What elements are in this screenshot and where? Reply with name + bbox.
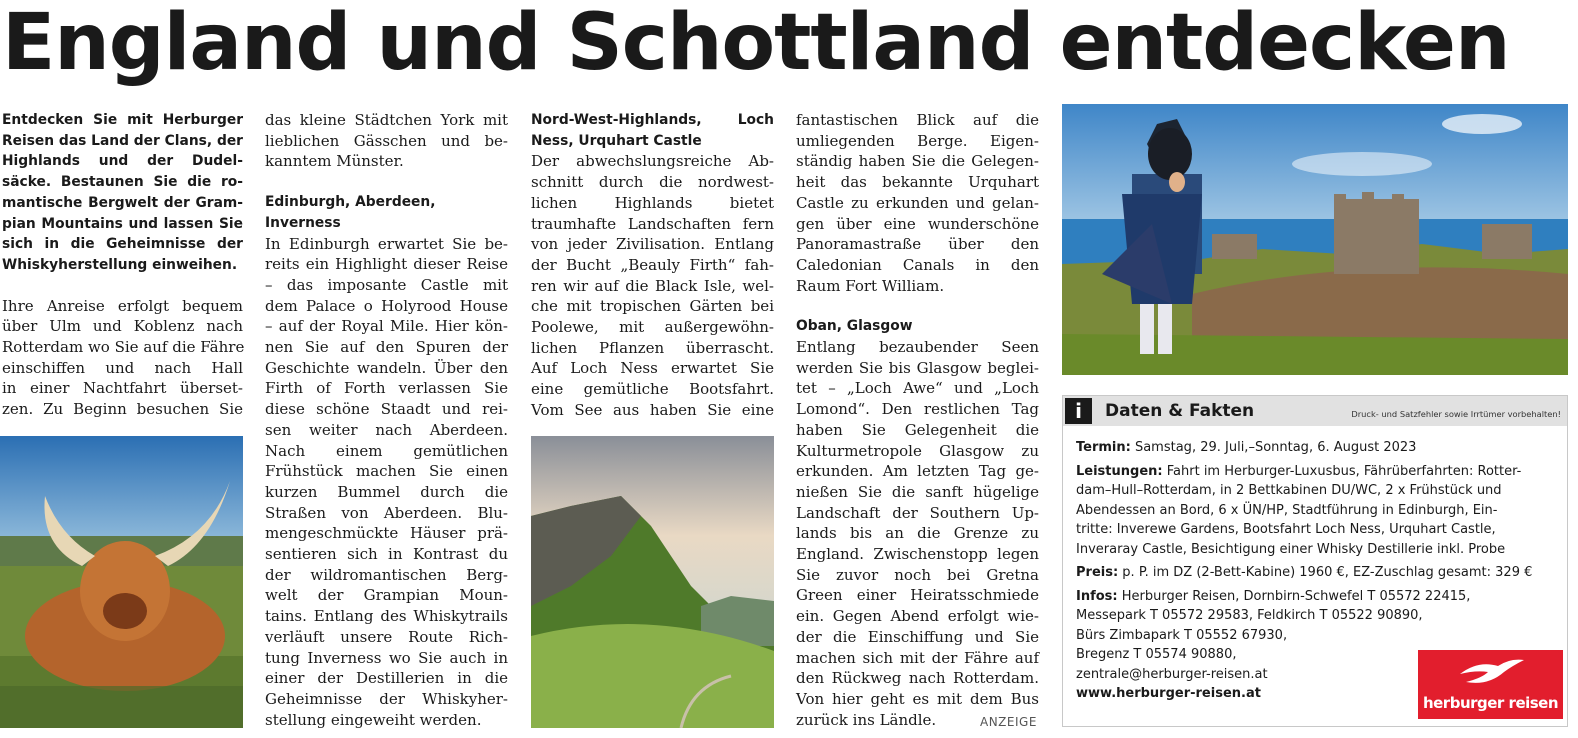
highlands-mountain-photo bbox=[531, 436, 774, 728]
intro-paragraph: das kleine Städtchen York mit lieblichen Gässchen und be- kanntem Münster. bbox=[265, 111, 508, 171]
logo-text: herburger reisen bbox=[1422, 694, 1559, 712]
website-link[interactable]: www.herburger-reisen.at bbox=[1076, 686, 1261, 701]
herburger-reisen-logo bbox=[1418, 650, 1563, 719]
body-paragraph: Entlang bezaubender Seen werden Sie bis Glasgow beglei- tet – „Loch Awe“ und „Loch Lomond“. Den restlichen Tag haben Sie Gelegenheit die Kulturmetropole Glasgow zu erkunden. Am letzten Tag ge- nießen Sie die sanft hügelige Landschaft der Southern Up- lands bis an die Grenze zu England. Zwischenstopp legen Sie zuvor noch bei Gretna Green einer Heiratsschmiede ein. Gegen Abend erfolgt wie- der die Einschiffung und Sie machen sich mit der Fähre auf den Rückweg nach Rotterdam. Von hier geht es mit dem Bus zurück ins Ländle. bbox=[796, 338, 1039, 729]
infos: Infos: Herburger Reisen, Dornbirn-Schwefel T 05572 22415, Messepark T 05572 29583, Feldkirch T 05522 90890, Bürs Zimbapark T 05552 67930, Bregenz T 05574 90880, zentrale@herburger-reisen.at www.herburger-reisen.at bbox=[1076, 587, 1558, 704]
subhead-highlands: Nord-West-Highlands, Loch Ness, Urquhart Castle bbox=[531, 112, 774, 149]
bagpiper-castle-photo bbox=[1062, 104, 1568, 375]
highland-cow-photo bbox=[0, 436, 243, 728]
leistungen: Leistungen: Fahrt im Herburger-Luxusbus, Fährüberfahrten: Rotter- dam–Hull–Rotterdam, in 2 Bettkabinen DU/WC, 2 x Frühstück und Abendessen an Bord, 6 x ÜN/HP, Stadtführung in Edinburgh, Ein- tritte: Inverewe Gardens, Bootsfahrt Loch Ness, Urquhart Castle, Inveraray Castle, Besichtigung einer Whisky Destillerie inkl. Probe bbox=[1076, 463, 1522, 557]
subhead-oban-glasgow: Oban, Glasgow bbox=[796, 318, 913, 335]
preis: Preis: p. P. im DZ (2-Bett-Kabine) 1960 €, EZ-Zuschlag gesamt: 329 € bbox=[1076, 565, 1533, 580]
disclaimer-note: Druck- und Satzfehler sowie Irrtümer vorbehalten! bbox=[1351, 409, 1561, 419]
info-title: Daten & Fakten bbox=[1105, 401, 1255, 421]
headline: England und Schottland entdecken bbox=[2, 0, 1510, 88]
info-icon: i bbox=[1065, 398, 1092, 424]
email-link[interactable]: zentrale@herburger-reisen.at bbox=[1076, 666, 1268, 682]
termin: Termin: Samstag, 29. Juli,–Sonntag, 6. August 2023 bbox=[1076, 440, 1417, 455]
body-paragraph: Der abwechslungsreiche Ab- schnitt durch die nordwest- lichen Highlands bietet traumhafte Landschaften fern von jeder Zivilisation. Entlang der Bucht „Beauly Firth“ fah- ren wir auf die Black Isle, wel- che mit tropischen Gärten bei Poolewe, mit außergewöhn- lichen Pflanzen überrascht. Auf Loch Ness erwartet Sie eine gemütliche Bootsfahrt. Vom See aus haben Sie eine bbox=[531, 152, 774, 419]
subhead-edinburgh: Edinburgh, Aberdeen, Inverness bbox=[265, 194, 436, 231]
lead-paragraph: Entdecken Sie mit Herburger Reisen das Land der Clans, der Highlands und der Dudel- säcke. Bestaunen Sie die ro- mantische Bergwelt der Gram- pian Mountains und lassen Sie sich in die Geheimnisse der Whiskyherstellung einweihen. bbox=[2, 112, 243, 273]
intro-paragraph: fantastischen Blick auf die umliegenden Berge. Eigen- ständig haben Sie die Gelegen- heit das bekannte Urquhart Castle zu erkunden und gelan- gen über eine wunderschöne Panoramastraße über den Caledonian Canals in den Raum Fort William. bbox=[796, 111, 1039, 295]
info-header bbox=[1063, 396, 1567, 426]
column-3 bbox=[531, 110, 774, 421]
body-paragraph: Ihre Anreise erfolgt bequem über Ulm und Koblenz nach Rotterdam wo Sie auf die Fähre einschiffen und nach Hall in einer Nachtfahrt überset- zen. Zu Beginn besuchen Sie bbox=[2, 296, 245, 419]
body-paragraph: In Edinburgh erwartet Sie be- reits ein Highlight dieser Reise – das imposante Castle mit dem Palace o Holyrood House – auf der Royal Mile. Hier kön- nen Sie auf den Spuren der Geschichte wandeln. Über den Firth of Forth verlassen Sie diese schöne Staadt und rei- sen weiter nach Aberdeen. Nach einem gemütlichen Frühstück machen Sie einen kurzen Bummel durch die Straßen von Aberdeen. Blu- mengeschmückte Häuser prä- sentieren sich in Kontrast du der wildromantischen Berg- welt der Grampian Moun- tains. Entlang des Whiskytrails verläuft unsere Route Rich- tung Inverness wo Sie auch in einer der Destillerien in die Geheimnisse der Whiskyher- stellung eingeweiht werden. bbox=[265, 234, 508, 729]
column-2 bbox=[265, 110, 508, 730]
column-4 bbox=[796, 110, 1039, 730]
ad-label: ANZEIGE bbox=[980, 715, 1037, 729]
herburger-bird-icon bbox=[1458, 656, 1526, 690]
column-1 bbox=[2, 110, 243, 420]
